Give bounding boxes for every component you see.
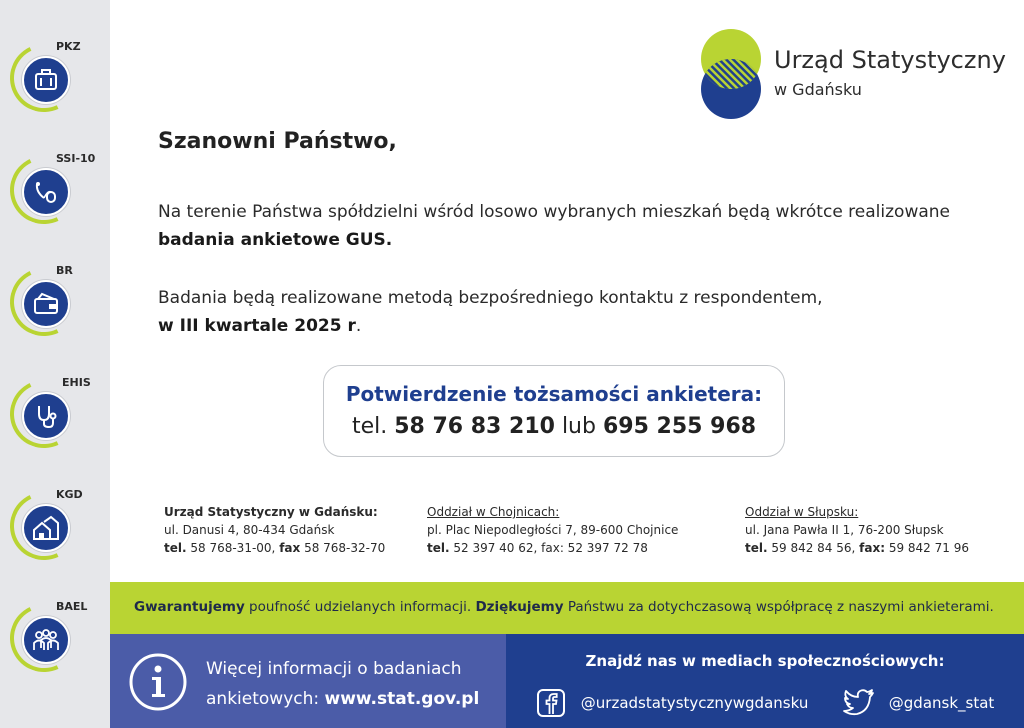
paragraph-period: Badania będą realizowane metodą bezpośredniego kontaktu z respondentem, w III kwartale 2025 r. [158,288,823,336]
confidentiality-banner: Gwarantujemy poufność udzielanych informacji. Dziękujemy Państwu za dotychczasową współpracę z naszymi ankieterami. [110,582,1024,634]
phone-number-1[interactable]: 58 76 83 210 [394,414,555,439]
sidebar-item-bael [0,600,110,710]
sidebar-label: PKZ [56,40,81,53]
more-info-panel [110,634,506,728]
logo-subname: w Gdańsku [774,80,862,99]
sidebar-label: KGD [56,488,83,501]
confirmation-title: Potwierdzenie tożsamości ankietera: [345,382,763,406]
sidebar-item-ssi [0,152,110,262]
survey-highlight: badania ankietowe GUS. [158,230,393,250]
identity-confirmation-box [323,365,785,457]
sidebar-item-kgd [0,488,110,598]
suitcase-icon [22,56,70,104]
social-title: Znajdź nas w mediach społecznościowych: [585,652,945,670]
twitter-icon [842,688,876,718]
logo-mark [700,28,762,120]
address-title: Urząd Statystyczny w Gdańsku: [164,505,378,519]
address-chojnice: Oddział w Chojnicach: pl. Plac Niepodległości 7, 89-600 Chojnice tel. 52 397 40 62, fax: 52 397 72 78 [427,505,679,555]
sidebar-item-pkz [0,40,110,150]
facebook-icon [536,688,566,718]
stethoscope-icon [22,392,70,440]
more-info-text: Więcej informacji o badaniach ankietowych: www.stat.gov.pl [206,659,480,709]
sidebar-label: BR [56,264,73,277]
logo [700,28,1006,120]
address-street: ul. Jana Pawła II 1, 76-200 Słupsk [745,523,944,537]
paragraph-survey: Na terenie Państwa spółdzielni wśród losowo wybranych mieszkań będą wkrótce realizowane badania ankietowe GUS. [158,202,950,250]
social-media-panel [506,634,1024,728]
address-street: pl. Plac Niepodległości 7, 89-600 Chojnice [427,523,679,537]
address-street: ul. Danusi 4, 80-434 Gdańsk [164,523,335,537]
sidebar-item-br [0,264,110,374]
sidebar-label: SSI-10 [56,152,96,165]
greeting: Szanowni Państwo, [158,129,397,154]
houses-icon [22,504,70,552]
period-highlight: w III kwartale 2025 r [158,316,356,336]
sidebar [0,0,110,728]
confirmation-phones: tel. 58 76 83 210 lub 695 255 968 [351,414,757,439]
sidebar-label: BAEL [56,600,88,613]
sidebar-item-ehis [0,376,110,486]
address-slupsk: Oddział w Słupsku: ul. Jana Pawła II 1, 76-200 Słupsk tel. 59 842 84 56, fax: 59 842 71 96 [745,505,969,555]
sidebar-label: EHIS [62,376,91,389]
phone-number-2[interactable]: 695 255 968 [602,414,757,439]
website-link[interactable]: www.stat.gov.pl [324,689,480,709]
address-gdansk: Urząd Statystyczny w Gdańsku: ul. Danusi 4, 80-434 Gdańsk tel. 58 768-31-00, fax 58 768-32-70 [164,505,386,555]
address-title: Oddział w Słupsku: [745,505,859,519]
facebook-link[interactable]: @urzadstatystycznywgdansku [536,688,808,718]
wallet-icon [22,280,70,328]
phone-mouse-icon [22,168,70,216]
info-icon [128,652,188,712]
people-icon [22,616,70,664]
logo-name: Urząd Statystyczny [774,46,1006,74]
twitter-link[interactable]: @gdansk_stat [842,688,994,718]
address-title: Oddział w Chojnicach: [427,505,560,519]
